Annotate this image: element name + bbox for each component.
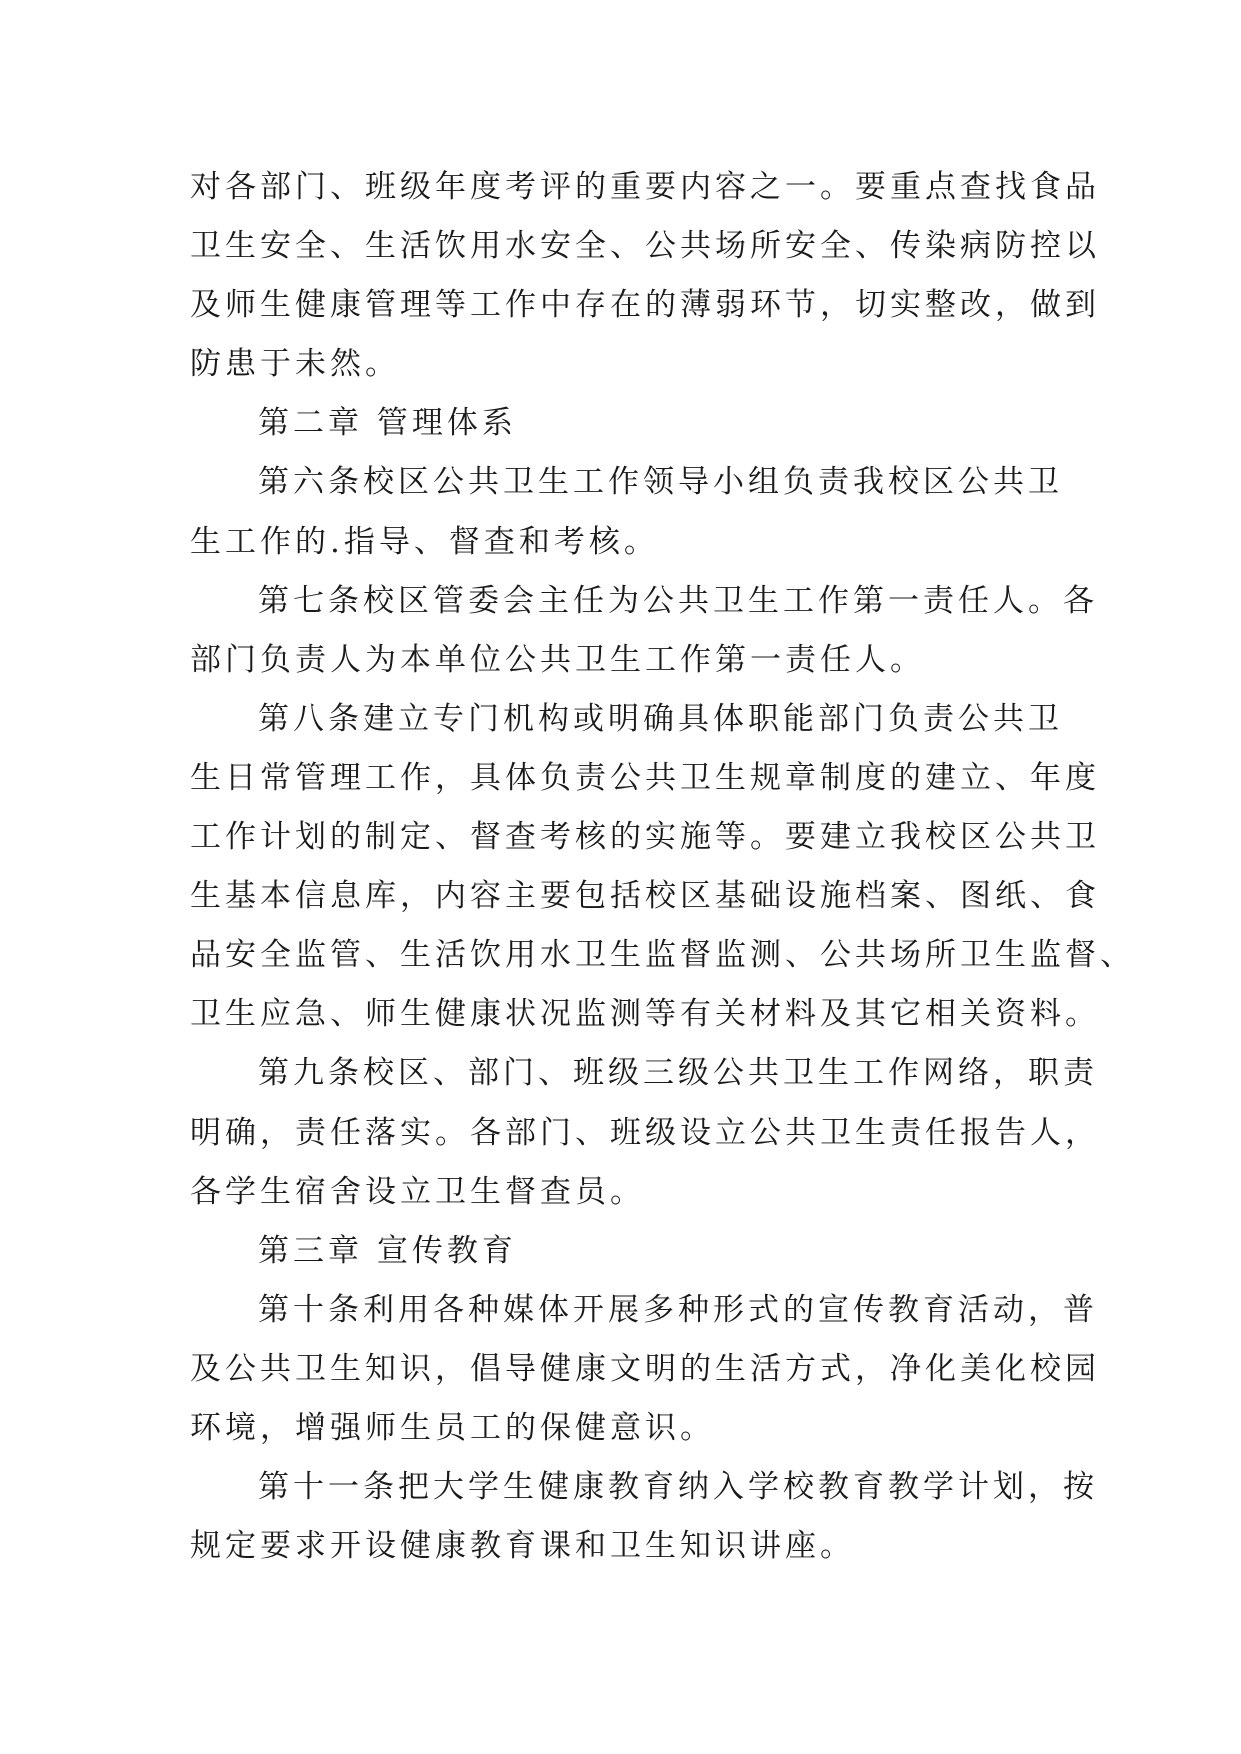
paragraph-line: 环境，增强师生员工的保健意识。 xyxy=(190,1409,715,1446)
paragraph-line: 第九条校区、部门、班级三级公共卫生工作网络，职责 xyxy=(258,1055,1098,1092)
paragraph-line: 各学生宿舍设立卫生督查员。 xyxy=(190,1173,645,1210)
paragraph-line: 第十条利用各种媒体开展多种形式的宣传教育活动，普 xyxy=(258,1291,1098,1328)
paragraph-line: 明确，责任落实。各部门、班级设立公共卫生责任报告人， xyxy=(190,1114,1100,1151)
chapter-heading: 第二章 管理体系 xyxy=(258,405,517,442)
paragraph-line: 品安全监管、生活饮用水卫生监督监测、公共场所卫生监督、 xyxy=(190,937,1135,974)
chapter-heading: 第三章 宣传教育 xyxy=(258,1232,517,1269)
paragraph-line: 及师生健康管理等工作中存在的薄弱环节，切实整改，做到 xyxy=(190,287,1100,324)
paragraph-line: 第七条校区管委会主任为公共卫生工作第一责任人。各 xyxy=(258,582,1098,619)
paragraph-line: 部门负责人为本单位公共卫生工作第一责任人。 xyxy=(190,641,925,678)
paragraph-line: 生工作的.指导、督查和考核。 xyxy=(190,523,659,560)
paragraph-line: 第八条建立专门机构或明确具体职能部门负责公共卫 xyxy=(258,700,1063,737)
document-body xyxy=(190,158,1135,1576)
paragraph-line: 第六条校区公共卫生工作领导小组负责我校区公共卫 xyxy=(258,464,1063,501)
paragraph-line: 生基本信息库，内容主要包括校区基础设施档案、图纸、食 xyxy=(190,878,1100,915)
paragraph-line: 对各部门、班级年度考评的重要内容之一。要重点查找食品 xyxy=(190,169,1100,205)
paragraph-line: 卫生应急、师生健康状况监测等有关材料及其它相关资料。 xyxy=(190,996,1100,1033)
paragraph-line: 及公共卫生知识，倡导健康文明的生活方式，净化美化校园 xyxy=(190,1350,1100,1387)
paragraph-line: 生日常管理工作，具体负责公共卫生规章制度的建立、年度 xyxy=(190,759,1100,796)
paragraph-line: 卫生安全、生活饮用水安全、公共场所安全、传染病防控以 xyxy=(190,228,1100,265)
paragraph-line: 防患于未然。 xyxy=(190,346,400,383)
paragraph-line: 第十一条把大学生健康教育纳入学校教育教学计划，按 xyxy=(258,1469,1098,1506)
paragraph-line: 工作计划的制定、督查考核的实施等。要建立我校区公共卫 xyxy=(190,819,1100,856)
paragraph-line: 规定要求开设健康教育课和卫生知识讲座。 xyxy=(190,1528,855,1565)
